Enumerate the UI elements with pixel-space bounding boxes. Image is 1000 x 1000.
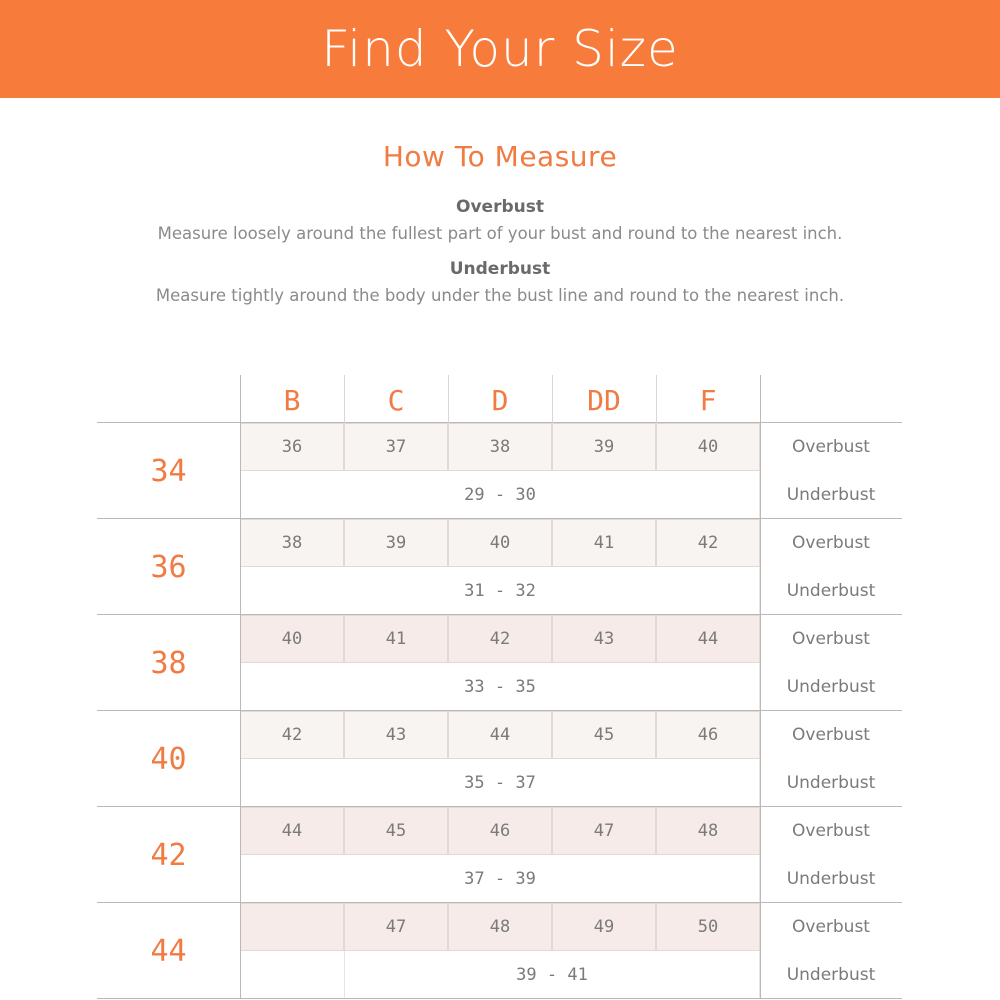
overbust-cell: 40 bbox=[656, 423, 760, 471]
overbust-description: Measure loosely around the fullest part of your bust and round to the nearest inch. bbox=[157, 224, 843, 243]
row-divider bbox=[97, 806, 902, 807]
overbust-cell: 47 bbox=[552, 807, 656, 855]
underbust-term: Underbust bbox=[449, 259, 551, 279]
row-divider bbox=[97, 614, 902, 615]
underbust-row-label: Underbust bbox=[786, 773, 876, 793]
header-column-divider bbox=[448, 375, 449, 423]
row-divider bbox=[97, 998, 902, 999]
overbust-cell: 45 bbox=[552, 711, 656, 759]
underbust-range-cell: 35 - 37 bbox=[240, 759, 760, 807]
underbust-row-label: Underbust bbox=[786, 965, 876, 985]
band-size-label: 40 bbox=[150, 741, 187, 777]
overbust-row-label: Overbust bbox=[792, 821, 870, 841]
overbust-term: Overbust bbox=[456, 197, 544, 217]
underbust-row-label: Underbust bbox=[786, 677, 876, 697]
overbust-cell: 46 bbox=[448, 807, 552, 855]
row-divider bbox=[97, 422, 902, 423]
overbust-cell: 42 bbox=[448, 615, 552, 663]
underbust-range-cell: 31 - 32 bbox=[240, 567, 760, 615]
underbust-row-label: Underbust bbox=[786, 869, 876, 889]
header-column-divider bbox=[344, 375, 345, 423]
overbust-cell: 46 bbox=[656, 711, 760, 759]
underbust-range-cell: 33 - 35 bbox=[240, 663, 760, 711]
overbust-row-label: Overbust bbox=[792, 629, 870, 649]
band-size-label: 38 bbox=[150, 645, 187, 681]
overbust-cell: 43 bbox=[344, 711, 448, 759]
cup-header-b: B bbox=[283, 383, 301, 417]
overbust-cell: 39 bbox=[344, 519, 448, 567]
band-size-label: 36 bbox=[150, 549, 187, 585]
overbust-cell: 42 bbox=[240, 711, 344, 759]
overbust-cell: 40 bbox=[240, 615, 344, 663]
band-size-label: 34 bbox=[150, 453, 187, 489]
overbust-cell: 41 bbox=[344, 615, 448, 663]
underbust-range-cell: 39 - 41 bbox=[344, 951, 760, 999]
overbust-cell: 45 bbox=[344, 807, 448, 855]
cup-header-c: C bbox=[387, 383, 405, 417]
underbust-row-label: Underbust bbox=[786, 485, 876, 505]
cup-header-d: D bbox=[491, 383, 509, 417]
overbust-cell: 37 bbox=[344, 423, 448, 471]
overbust-cell: 47 bbox=[344, 903, 448, 951]
cup-header-dd: DD bbox=[587, 383, 621, 417]
overbust-row-label: Overbust bbox=[792, 725, 870, 745]
overbust-cell: 41 bbox=[552, 519, 656, 567]
overbust-cell bbox=[240, 903, 344, 951]
column-divider bbox=[240, 375, 241, 998]
band-size-label: 44 bbox=[150, 933, 187, 969]
overbust-cell: 42 bbox=[656, 519, 760, 567]
underbust-description: Measure tightly around the body under the bust line and round to the nearest inch. bbox=[155, 286, 845, 305]
underbust-range-cell: 29 - 30 bbox=[240, 471, 760, 519]
band-size-label: 42 bbox=[150, 837, 187, 873]
overbust-cell: 43 bbox=[552, 615, 656, 663]
header-column-divider bbox=[656, 375, 657, 423]
cup-header-f: F bbox=[699, 383, 717, 417]
overbust-row-label: Overbust bbox=[792, 437, 870, 457]
how-to-measure-heading: How To Measure bbox=[382, 140, 618, 173]
overbust-cell: 38 bbox=[448, 423, 552, 471]
underbust-row-label: Underbust bbox=[786, 581, 876, 601]
overbust-cell: 44 bbox=[448, 711, 552, 759]
row-divider bbox=[97, 902, 902, 903]
overbust-cell: 48 bbox=[448, 903, 552, 951]
overbust-cell: 44 bbox=[240, 807, 344, 855]
overbust-row-label: Overbust bbox=[792, 533, 870, 553]
overbust-cell: 36 bbox=[240, 423, 344, 471]
overbust-cell: 39 bbox=[552, 423, 656, 471]
header-column-divider bbox=[552, 375, 553, 423]
overbust-cell: 44 bbox=[656, 615, 760, 663]
overbust-cell: 50 bbox=[656, 903, 760, 951]
overbust-cell: 48 bbox=[656, 807, 760, 855]
row-divider bbox=[97, 518, 902, 519]
overbust-cell: 49 bbox=[552, 903, 656, 951]
underbust-range-cell: 37 - 39 bbox=[240, 855, 760, 903]
row-divider bbox=[97, 710, 902, 711]
overbust-cell: 38 bbox=[240, 519, 344, 567]
page-title: Find Your Size bbox=[321, 20, 679, 78]
overbust-row-label: Overbust bbox=[792, 917, 870, 937]
overbust-cell: 40 bbox=[448, 519, 552, 567]
column-divider bbox=[760, 375, 761, 998]
